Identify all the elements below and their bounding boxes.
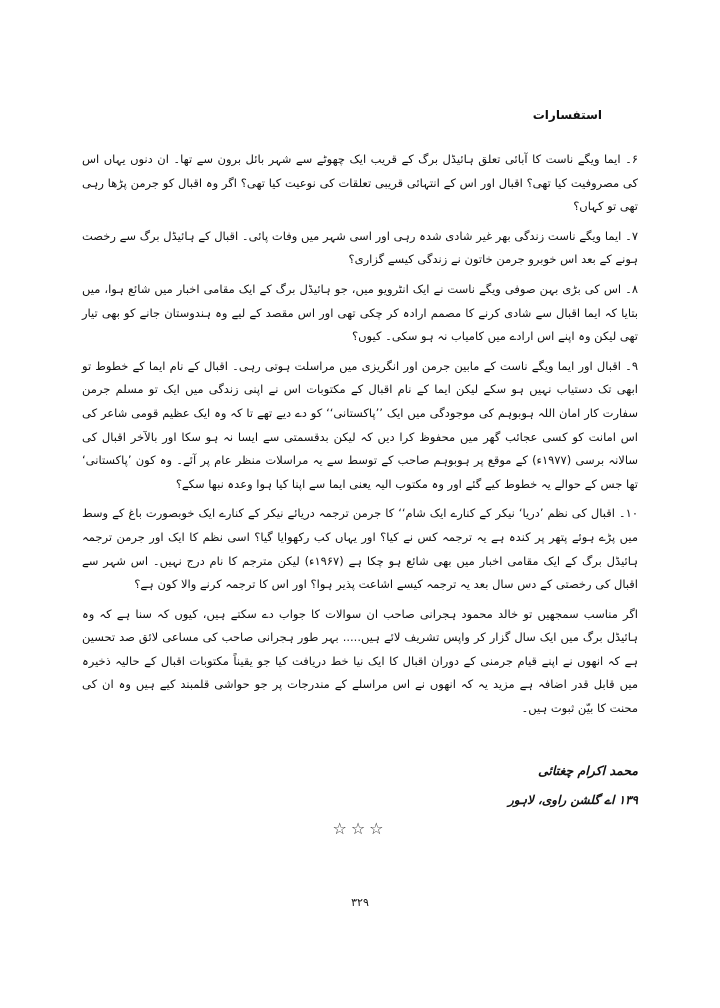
paragraph-7: ۷۔ ایما ویگے ناست زندگی بھر غیر شادی شدہ رہی اور اسی شہر میں وفات پائی۔ اقبال کے ہائیڈل برگ سے رخصت ہونے کے بعد اس خوبرو جرمن خاتون نے زندگی کیسے گزاری؟	[82, 228, 638, 267]
body-text	[82, 148, 638, 727]
paragraph-10: ۱۰۔ اقبال کی نظم ’دریا‘ نیکر کے کنارے ایک شام‘‘ کا جرمن ترجمہ دریائے نیکر کے کنارے ایک خوبصورت باغ کے وسط میں پڑے ہوئے پتھر پر کندہ ہے یہ ترجمہ کس نے کیا؟ اور یہاں کب رکھوایا گیا؟ اسی نظم کا ایک اور جرمن ترجمہ ہائیڈل برگ کے ایک مقامی اخبار میں بھی شائع ہو چکا ہے (۱۹۶۷ء) لیکن مترجم کا نام درج نہیں۔ اس شہر سے اقبال کی رخصتی کے دس سال بعد یہ ترجمہ کیسے اشاعت پذیر ہوا؟ اور اس کا ترجمہ کرنے والا کون ہے؟	[82, 506, 638, 592]
paragraph-6: ۶۔ ایما ویگے ناست کا آبائی تعلق ہائیڈل برگ کے قریب ایک چھوٹے سے شہر بائل برون سے تھا۔ ان دنوں یہاں اس کی مصروفیت کیا تھی؟ اقبال اور اس کے انتہائی قریبی تعلقات کی نوعیت کیا تھی؟ اگر وہ اقبال کو جرمن پڑھا رہی تھی تو کہاں؟	[82, 152, 638, 214]
paragraph-8: ۸۔ اس کی بڑی بہن صوفی ویگے ناست نے ایک انٹرویو میں، جو ہائیڈل برگ کے ایک مقامی اخبار میں شائع ہوا، میں بتایا کہ ایما اقبال سے شادی کرنے کا مصمم ارادہ کر چکی تھی اور اس مقصد کے لیے وہ ہندوستان جانے کو بھی تیار تھی لیکن وہ اپنے اس ارادے میں کامیاب نہ ہو سکی۔ کیوں؟	[82, 281, 638, 344]
paragraph-9: ۹۔ اقبال اور ایما ویگے ناست کے مابین جرمن اور انگریزی میں مراسلت ہوتی رہی۔ اقبال کے نام ایما کے خطوط تو ابھی تک دستیاب نہیں ہو سکے لیکن ایما کے نام اقبال کے مکتوبات اس نے اپنی زندگی میں ایک تو مسلم جرمن سفارت کار امان اللہ ہوبوہم کی موجودگی میں ایک ’’پاکستانی‘‘ کو دے دیے تھے تا کہ وہ ایک عظیم قومی شاعر کی اس امانت کو کسی عجائب گھر میں محفوظ کرا دیں کہ لیکن بدقسمتی سے ایسا نہ ہو سکا اور بالآخر اقبال کی سالانہ برسی (۱۹۷۷ء) کے موقع پر ہوبوہم صاحب کے توسط سے یہ مراسلات منظر عام پر آئے۔ وہ کون ’پاکستانی‘ تھا جس کے حوالے یہ خطوط کیے گئے اور وہ مکتوب الیہ یعنی ایما سے اپنا کیا ہوا وعدہ نبھا سکے؟	[82, 358, 639, 491]
signature-address: ۱۳۹ اے گلشن راوی، لاہور	[507, 793, 638, 807]
closing-paragraph: اگر مناسب سمجھیں تو خالد محمود ہجرانی صاحب ان سوالات کا جواب دے سکتے ہیں، کیوں کہ سنا ہے کہ وہ ہائیڈل برگ میں ایک سال گزار کر واپس تشریف لائے ہیں..... بہر طور ہجرانی صاحب کی مساعی لائق صد تحسین ہے کہ انھوں نے اپنے قیام جرمنی کے دوران اقبال کا ایک نیا خط دریافت کیا جو یقیناً مکتوبات اقبال کے حالیہ ذخیرہ میں قابل قدر اضافہ ہے مزید یہ کہ انھوں نے اس مراسلے کے مندرجات پر جو حواشی قلمبند کیے ہیں وہ ان کی محنت کا بیّن ثبوت ہیں۔	[82, 606, 638, 716]
page-number: ۳۲۹	[351, 896, 369, 909]
section-separator-stars: ☆☆☆	[332, 819, 388, 838]
running-header: استفسارات	[532, 108, 602, 122]
signature-name: محمد اکرام چغتائی	[537, 763, 638, 778]
